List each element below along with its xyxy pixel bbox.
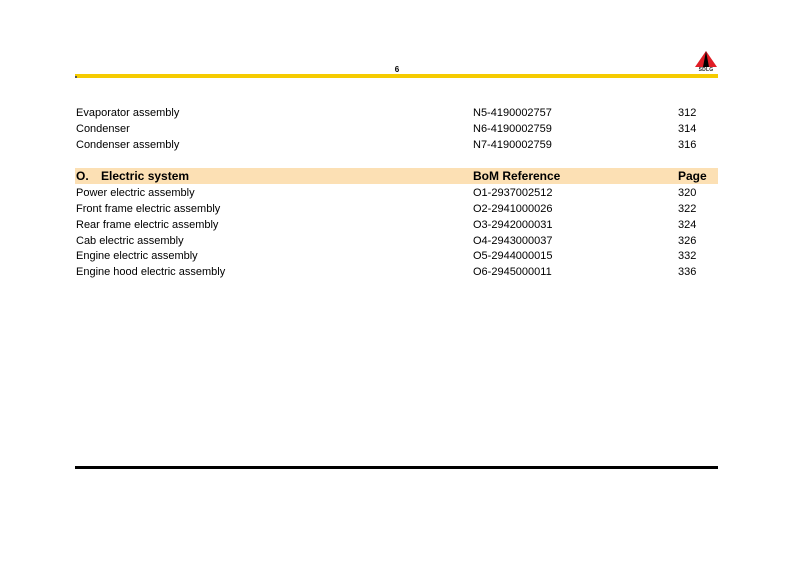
table-row <box>75 234 718 249</box>
header-bar-tick <box>75 76 77 78</box>
section-header-electric-system <box>75 168 718 184</box>
table-row <box>75 106 718 121</box>
item-name: Evaporator assembly <box>76 107 180 119</box>
item-page: 312 <box>678 107 697 119</box>
item-bom-reference: N5-4190002757 <box>473 107 552 119</box>
item-name: Power electric assembly <box>76 187 195 199</box>
table-row <box>75 138 718 153</box>
item-name: Cab electric assembly <box>76 235 184 247</box>
section-letter: O. <box>76 169 89 183</box>
logo-triangle-icon <box>692 50 720 68</box>
item-name: Engine hood electric assembly <box>76 266 226 278</box>
item-bom-reference: N7-4190002759 <box>473 139 552 151</box>
item-name: Condenser <box>76 123 130 135</box>
table-row <box>75 265 718 280</box>
item-name: Front frame electric assembly <box>76 203 221 215</box>
table-row <box>75 249 718 264</box>
item-page: 324 <box>678 219 697 231</box>
item-bom-reference: O4-2943000037 <box>473 235 553 247</box>
item-page: 322 <box>678 203 697 215</box>
logo-text: SDLG <box>698 67 714 73</box>
item-bom-reference: N6-4190002759 <box>473 123 552 135</box>
item-page: 326 <box>678 235 697 247</box>
table-row <box>75 122 718 137</box>
item-name: Engine electric assembly <box>76 250 198 262</box>
item-page: 336 <box>678 266 697 278</box>
item-page: 332 <box>678 250 697 262</box>
table-row <box>75 186 718 201</box>
page-number: 6 <box>394 65 400 74</box>
sdlg-logo <box>692 50 720 76</box>
item-page: 314 <box>678 123 697 135</box>
bom-reference-column-header: BoM Reference <box>473 169 561 183</box>
item-name: Rear frame electric assembly <box>76 219 219 231</box>
section-title-text: Electric system <box>101 169 190 183</box>
header-accent-bar <box>75 74 718 78</box>
item-bom-reference: O5-2944000015 <box>473 250 553 262</box>
item-bom-reference: O6-2945000011 <box>473 266 552 278</box>
table-row <box>75 218 718 233</box>
footer-rule <box>75 466 718 469</box>
item-page: 316 <box>678 139 697 151</box>
item-page: 320 <box>678 187 697 199</box>
table-row <box>75 202 718 217</box>
page-column-header: Page <box>678 169 707 183</box>
item-bom-reference: O1-2937002512 <box>473 187 553 199</box>
section-title <box>76 168 189 184</box>
item-name: Condenser assembly <box>76 139 180 151</box>
item-bom-reference: O3-2942000031 <box>473 219 553 231</box>
item-bom-reference: O2-2941000026 <box>473 203 553 215</box>
